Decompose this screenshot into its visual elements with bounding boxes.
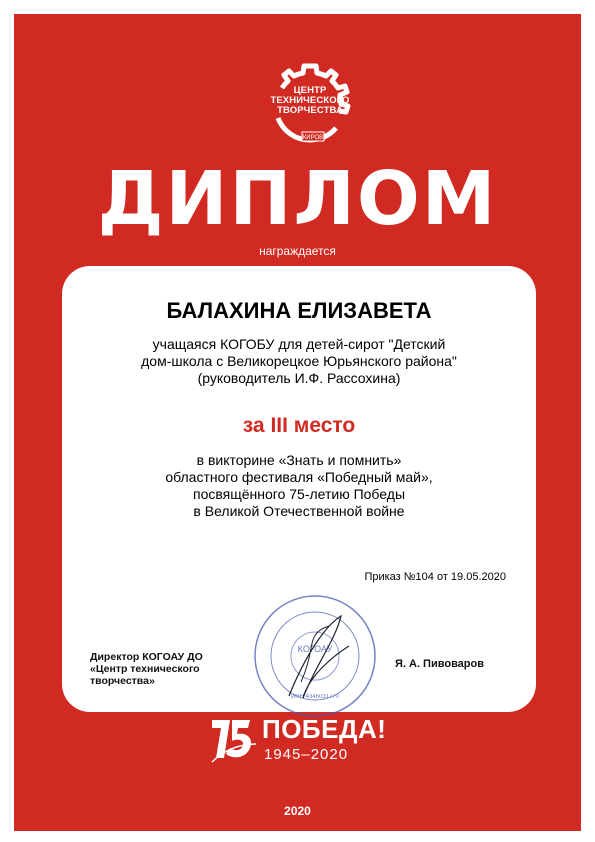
victory-years: 1945–2020 [264, 746, 349, 763]
event-line: в викторине «Знать и помнить» [196, 452, 402, 468]
subtitle: награждается [259, 244, 336, 258]
recipient-name: БАЛАХИНА ЕЛИЗАВЕТА [166, 298, 432, 323]
logo-badge: КИРОВ [302, 135, 324, 141]
signatory-name: Я. А. Пивоваров [394, 658, 484, 670]
award-card [62, 266, 536, 712]
signatory-title-line-3: творчества» [90, 675, 155, 687]
official-stamp [245, 586, 385, 726]
logo-line-1: ЦЕНТР [293, 85, 327, 96]
footer-year: 2020 [284, 804, 311, 818]
center-logo [254, 58, 366, 146]
award-place: за III место [242, 414, 356, 437]
signatory-title-line-1: Директор КОГОАУ ДО [90, 651, 203, 663]
logo-line-2: ТЕХНИЧЕСКОГО [270, 95, 350, 106]
signatory-title [90, 651, 203, 687]
signatory-title-line-2: «Центр технического [90, 663, 200, 675]
signature [289, 616, 349, 698]
event-line: областного фестиваля «Победный май», [165, 469, 433, 485]
logo-line-3: ТВОРЧЕСТВА [277, 105, 343, 116]
page-title: ДИПЛОМ [97, 156, 498, 242]
event-line: посвящённого 75-летию Победы [192, 486, 406, 502]
stamp-bottom-text: ИНН 4346031770 [290, 694, 340, 700]
description-line: (руководитель И.Ф. Рассохина) [197, 370, 401, 386]
order-reference: Приказ №104 от 19.05.2020 [364, 571, 506, 583]
diploma-background [14, 14, 581, 831]
event-line: в Великой Отечественной войне [193, 503, 405, 519]
stamp-center-text: КОГОАУ [297, 644, 333, 654]
description-line: учащаяся КОГОБУ для детей-сирот "Детский [152, 336, 446, 352]
description-line: дом-школа с Великорецкое Юрьянского района" [141, 353, 457, 369]
victory-word: ПОБЕДА! [262, 714, 387, 744]
